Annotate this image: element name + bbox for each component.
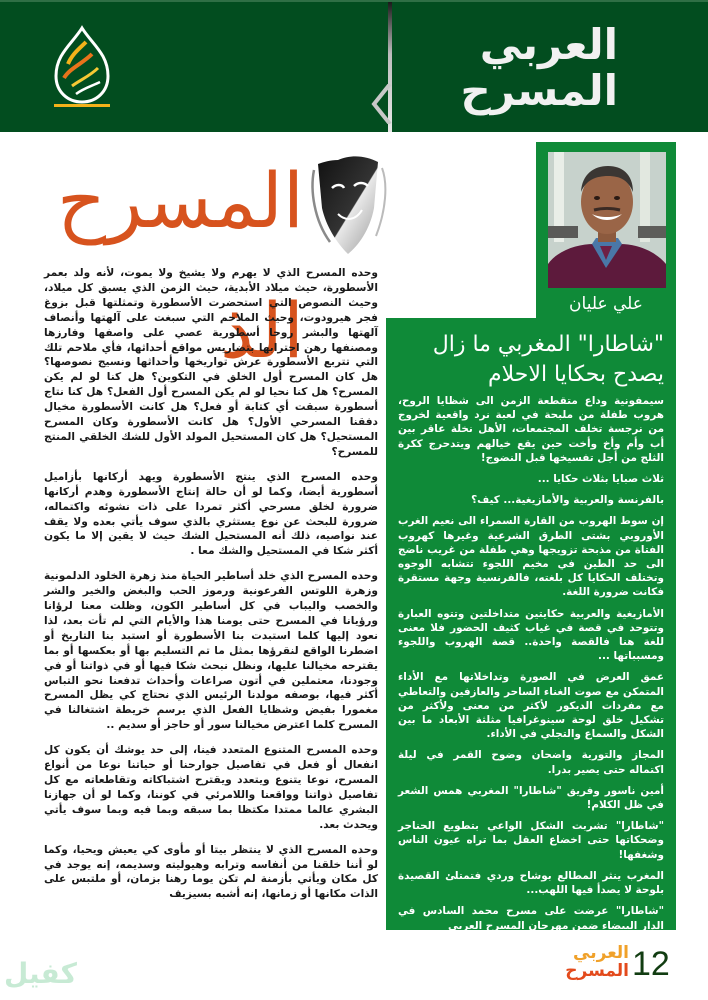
sidebar-paragraph: المغرب ينثر المطالع بوشاح وردي فتمتلئ القصيدة بلوحة لا يصدأ فيها اللهب... [398,869,664,897]
article-paragraph: وحده المسرح الذي لا يهرم ولا يشيخ ولا يموت، لأنه ولد بعمر الأسطورة، حيث ميلاد الأبدية، حيث الزمن الذي يسبق كل ميلاد، وحيث النصوص التي استحضرت الأسطورة وتمثلتها قبل بزوغ فجر هيرودوت، وحيث الملاحم التي سبغت على آلهتها وأنصاف آلهتها والبشر روحا أسطورية عصي على واصفها وفارزها ومصنفها رهن احترابها بتضاريس مواقع أحداثها، فأي ملاحم تلك التي تتربع الأسطورة عرش تواريخها وأحداثها ونسيج نصوصها؟ هل كان المسرح أول الخلق في التكوين؟ هل كنا لو لم يكن المسرح؟ هل كنا نحيا لو لم يكن المسرح أول الفعل؟ هل كنا نتاج أسطورة سبقت أي كتابة أو فعل؟ هل كانت الأسطورة مخيال دفقنا المسرحي الأول؟ هل كانت الأسطورة وكان المسرح المستحيل؟ هل كان المستحيل المولد الأول للشك الخلقي المنتج للمسرح؟ [44,267,378,458]
magazine-logo-line2: المسرح [460,66,618,115]
article-paragraph: وحده المسرح الذي لا ينتظر بيتا أو مأوى كي يعيش ويحيا، وكما لو أننا خلقنا من أنفاسه وترابه وهيوليته وسديمه، إنه يوجد في كل مكان ويأتي بأزمنة لم تكن يوما رهنا بزمان، أو ملتبس على الذات مكانها أو زمانها، إنه أشبه بسيزيف [44,843,378,901]
sidebar-paragraph: سيمفونية وداع متقطعة الزمن الى شظايا الروح، هروب طفلة من ملبحة في لعبة نرد واقعية لخروج من نرجسة تخلف المجتمعات، الأهل نخلة عاقر بين أب وأم وأخ وأخت حين يقع خيالهم ويتدحرج ككرة الثلج من أجل تفسيخها قبل النضوج! [398,395,664,464]
footer-logo-line1: العربي [573,943,629,963]
masthead-top-rule [0,0,708,2]
footer-logo [565,943,629,984]
author-name: علي عليان [569,294,643,314]
page-number: 12 [632,945,670,983]
sidebar-paragraph: بالفرنسة والعربية والأمازيغية... كيف؟ [471,494,664,507]
masthead [0,0,708,132]
sidebar-paragraph: المجاز والتورية واضحان وضوح القمر في ليلة اكتماله حتى يصير بدرا. [398,749,664,776]
review-sidebar [386,318,676,930]
sidebar-paragraph: "شاطارا" تشربت الشكل الواعي بتطويع الحناجر وضحكاتها حتى اخضاع العقل بما تراه عيون الناس وشغفها! [398,820,664,861]
watermark: كفيل [4,957,77,990]
chevron-left-icon [368,84,396,124]
author-portrait-icon [548,152,666,288]
sidebar-paragraph: ثلاث صبايا بثلاث حكايا ... [537,473,664,486]
article-paragraph: وحده المسرح الذي ينتج الأسطورة ويهد أركانها بأزاميل أسطورية أيضا، وكما لو أن حالة إنتاج الأسطورة وهدم أركانها ضرورة لخلق مسرحي أكثر تمردا على ذات نشوئه واكتماله، ضرورة للبحث عن نوع يستثري بالذي سوف يأتي بعده ولا يقف عند نواصيه، ذلك أنه المستحيل الشك حيث لا يقين إلا ما يكون أكثر شكا في المستحيل والشك معا . [44,470,378,558]
sidebar-paragraph: أمين ناسور وفريق "شاطارا" المغربي همس الشعر في ظل الكلام! [398,784,664,812]
article-body [44,266,378,912]
theater-mask-icon [308,150,390,258]
article-paragraph: وحده المسرح المتنوع المتعدد فينا، إلى حد يوشك أن يكون كل انفعال أو فعل في تفاصيل جوارحنا أو حياتنا نوعا من أنواع المسرح، نوعا يتنوع ويتعدد ويقترح اشتباكاته وتقاطعاته مع كل تفاصيل ذواتنا وواقعنا واللامرئي في كوننا، وكما لو أن جهازنا البشري عالما ممتدا مكتظا بما سبقه وبما فيه وبما سوف يأتي ويحدث بعد. [44,744,378,831]
article-paragraph: وحده المسرح الذي خلد أساطير الحياة منذ زهرة الخلود الدلمونية وزهرة اللوتس الفرعونية ورموز الحب والبغض والخير والشر والخصب واليباب في كل أساطير الكون، وظلت معنا لرؤانا ورؤيانا في المسرح حتى يومنا هذا والأيام التي لم تأت بعد، لذا نعود إليها كلما استبدت بنا الأسطورة أو استبد بنا التاريخ أو اضطرنا الواقع لنقرؤها بمثل ما تم التسليم بها أو بعكسها أو بما يقترحه مخيالنا عليها، ونظل نبحث شكا فيها أو في ذواتنا أو في وجودنا، معتملين في أتون صراعات وأحداث تدفعنا نحو التباس أكثر فيها، بوصفه مولدنا الرئيس الذي نحتاج كي يظل المسرح مغمورا بفيض وشظايا الفعل الذي يرسم خريطة اشتغالنا في المسرح كلما اعترض مخيالنا سور أو حاجز أو سديم .. [44,570,378,732]
sidebar-headline: "شاطارا" المغربي ما زال يصدح بحكايا الاحلام [432,332,664,387]
magazine-logo [418,20,618,116]
article-title: المسرح الذ [57,156,304,375]
calligraphy-emblem-icon [42,24,122,110]
magazine-logo-line1: العربي [479,20,618,69]
sidebar-paragraph: "شاطارا" عرضت على مسرح محمد السادس في الدار البيضاء ضمن مهرجان المسرح العربي [398,905,664,932]
sidebar-body [398,394,664,940]
sidebar-paragraph: عمق العرض في الصورة وتداخلاتها مع الأداء المتمكن مع صوت الغناء الساحر والعازفين والتعاطي مع مفردات الديكور لأكثر من معنى ولأكثر من تشكيل خلق لوحة سينوغرافيا مثلثة الأبعاد ما بين الشكل والسماع والتجلي في الأداء. [398,671,664,741]
author-photo [548,152,666,288]
sidebar-paragraph: إن سوط الهروب من القارة السمراء الى نعيم الغرب الأوروبي بشتى الطرق الشرعية وغيرها كهروب الفتاة من مذبحة تزويجها وهي طفلة من غريب ناضج الى حد الطين في مخيم اللجوء تتشابه الوجوه وتختلف الحكايا كل بلغته، فالفرنسية وجهة مستقرة فكانت ضرورة اللغة. [398,515,664,599]
footer-logo-line2: المسرح [565,961,629,981]
sidebar-paragraph: الأمازيغية والعربية حكايتين متداخلتين وتتوه العبارة وتتوحد في قصة في غياب كثيف الحضور فلا معنى للغة هنا فالقصة واحدة.. قصة الهروب واللجوء ومسبباتها ... [398,607,664,663]
